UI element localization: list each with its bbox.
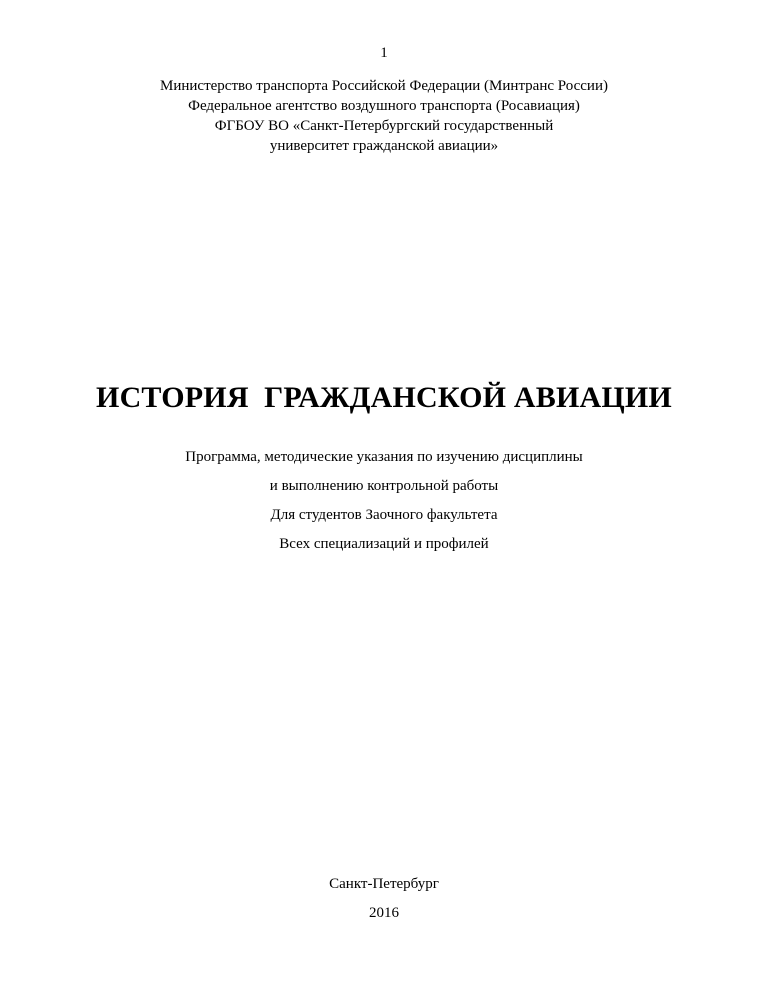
subtitle-line-audience: Для студентов Заочного факультета	[270, 507, 498, 523]
ministry-line: Министерство транспорта Российской Федерации (Минтранс России)	[160, 78, 608, 94]
document-subtitle	[0, 443, 768, 559]
page-number: 1	[380, 45, 388, 61]
subtitle-line-specializations: Всех специализаций и профилей	[279, 536, 489, 552]
subtitle-line-program: Программа, методические указания по изучению дисциплины	[185, 449, 583, 465]
university-line-continued: университет гражданской авиации»	[269, 138, 499, 154]
organization-header	[0, 76, 768, 156]
university-line: ФГБОУ ВО «Санкт-Петербургский государственный	[214, 118, 554, 134]
publication-year: 2016	[369, 905, 399, 921]
agency-line: Федеральное агентство воздушного транспорта (Росавиация)	[188, 98, 580, 114]
publication-city: Санкт-Петербург	[329, 876, 439, 892]
subtitle-line-control-work: и выполнению контрольной работы	[269, 478, 499, 494]
document-title: ИСТОРИЯ ГРАЖДАНСКОЙ АВИАЦИИ	[96, 381, 672, 414]
